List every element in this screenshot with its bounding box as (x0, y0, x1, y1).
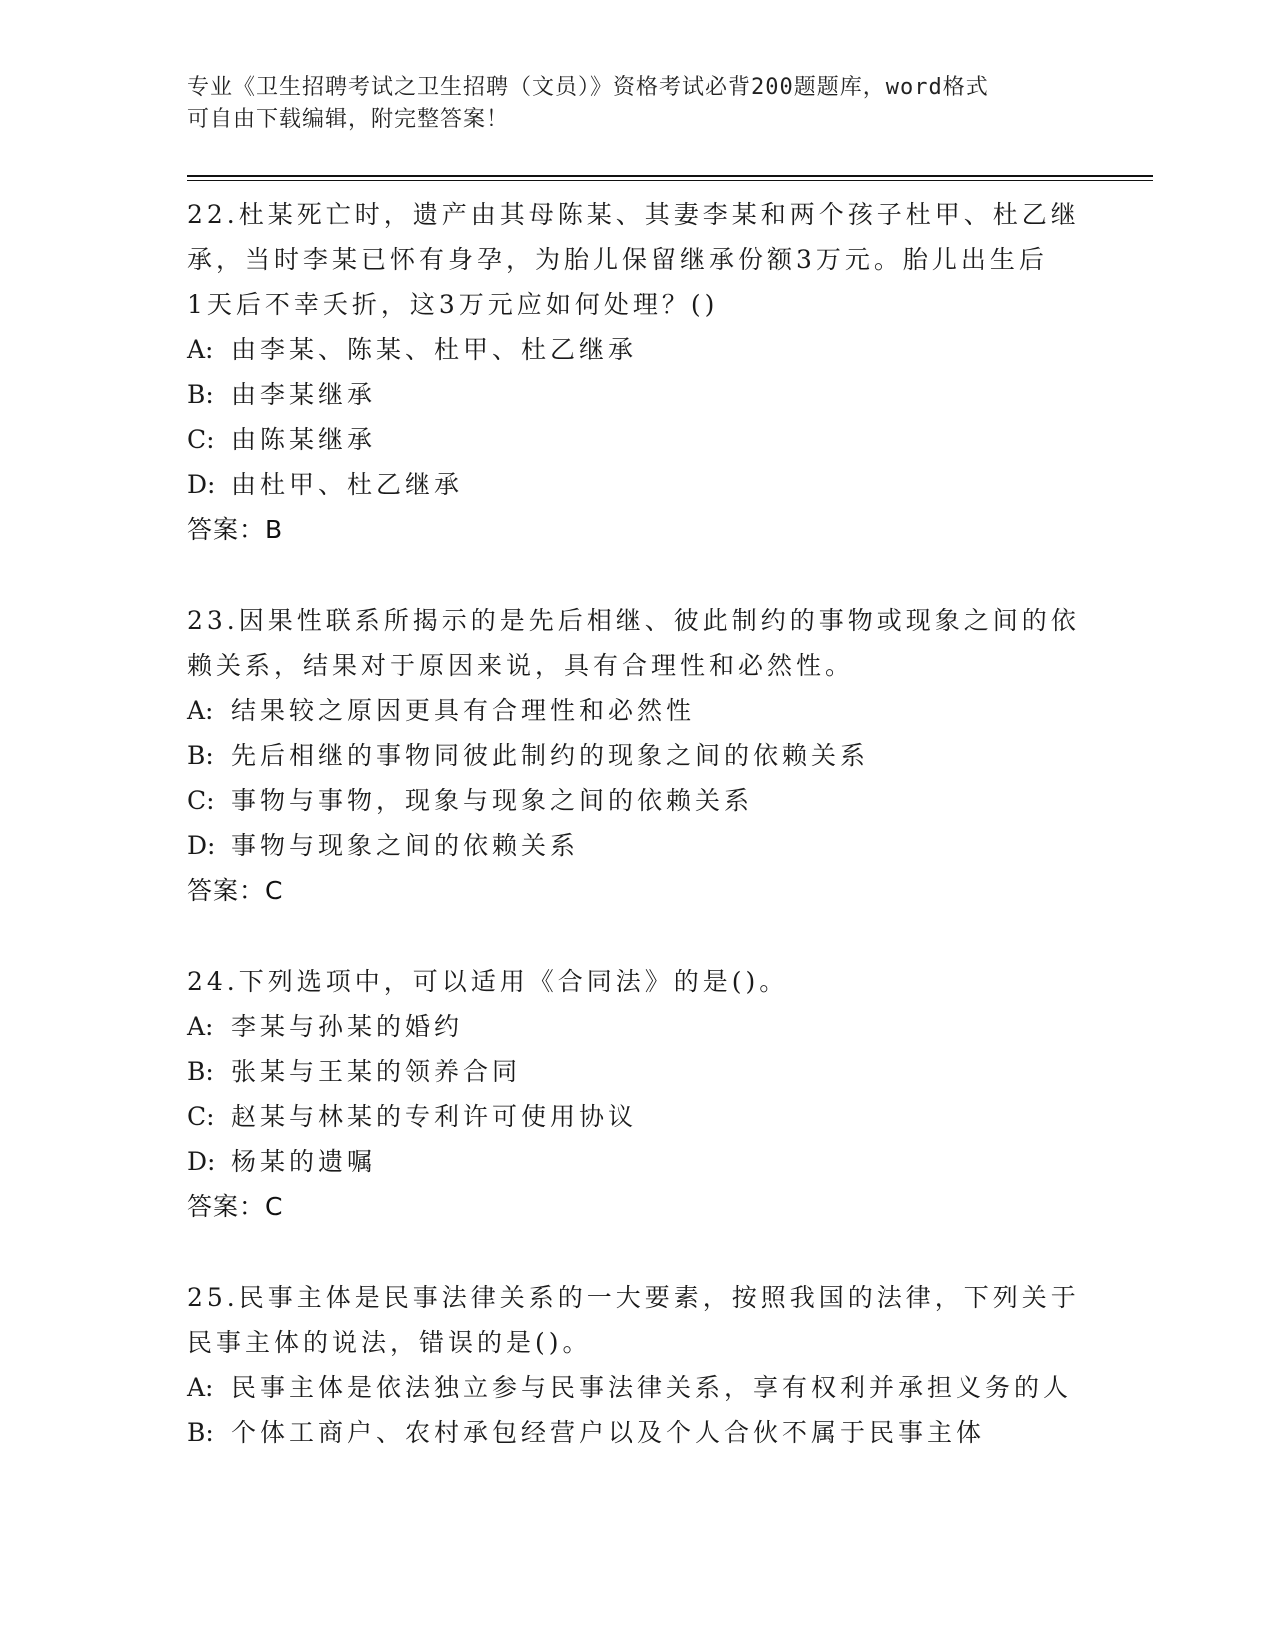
option-b (187, 1049, 1087, 1094)
option-b (187, 1410, 1087, 1455)
option-text: 由杜甲、杜乙继承 (231, 470, 464, 499)
option-text: 李某与孙某的婚约 (231, 1012, 464, 1041)
option-text: 张某与王某的领养合同 (231, 1057, 522, 1086)
option-c (187, 417, 1087, 462)
question-text-line: 承，当时李某已怀有身孕，为胎儿保留继承份额3万元。胎儿出生后 (187, 245, 1048, 274)
question-text-line: 民事主体的说法，错误的是()。 (187, 1328, 592, 1357)
option-b (187, 733, 1087, 778)
question-text-line: 25.民事主体是民事法律关系的一大要素，按照我国的法律，下列关于 (187, 1283, 1080, 1312)
option-d (187, 1139, 1087, 1184)
option-a (187, 688, 1087, 733)
option-key: B: (187, 1418, 214, 1447)
option-text: 事物与事物，现象与现象之间的依赖关系 (231, 786, 754, 815)
option-text: 先后相继的事物同彼此制约的现象之间的依赖关系 (231, 741, 870, 770)
question-24 (187, 959, 1087, 1229)
option-key: C: (187, 1102, 215, 1131)
option-a (187, 327, 1087, 372)
option-key: C: (187, 425, 215, 454)
option-key: C: (187, 786, 215, 815)
header-line-1: 专业《卫生招聘考试之卫生招聘（文员）》资格考试必背200题题库，word格式 (187, 75, 989, 100)
document-header (187, 72, 1067, 136)
option-key: D: (187, 831, 216, 860)
option-c (187, 1094, 1087, 1139)
option-text: 由李某继承 (231, 380, 377, 409)
option-key: B: (187, 380, 214, 409)
question-23 (187, 598, 1087, 913)
answer-line: 答案：C (187, 876, 284, 905)
answer-line: 答案：B (187, 515, 284, 544)
option-text: 杨某的遗嘱 (231, 1147, 377, 1176)
question-22 (187, 192, 1087, 552)
header-rule-thin (187, 180, 1153, 181)
option-key: A: (187, 696, 214, 725)
option-key: B: (187, 741, 214, 770)
question-text-line: 22.杜某死亡时，遗产由其母陈某、其妻李某和两个孩子杜甲、杜乙继 (187, 200, 1080, 229)
question-text-line: 1天后不幸夭折，这3万元应如何处理？() (187, 290, 719, 319)
question-text-line: 23.因果性联系所揭示的是先后相继、彼此制约的事物或现象之间的依 (187, 606, 1080, 635)
option-text: 由陈某继承 (231, 425, 377, 454)
question-25 (187, 1275, 1087, 1455)
option-key: D: (187, 470, 216, 499)
option-text: 赵某与林某的专利许可使用协议 (231, 1102, 638, 1131)
header-rule-thick (187, 175, 1153, 177)
option-key: B: (187, 1057, 214, 1086)
option-text: 结果较之原因更具有合理性和必然性 (231, 696, 696, 725)
option-key: D: (187, 1147, 216, 1176)
option-text: 民事主体是依法独立参与民事法律关系，享有权利并承担义务的人 (231, 1373, 1073, 1402)
option-d (187, 462, 1087, 507)
option-c (187, 778, 1087, 823)
answer-line: 答案：C (187, 1192, 284, 1221)
option-text: 由李某、陈某、杜甲、杜乙继承 (231, 335, 638, 364)
option-text: 事物与现象之间的依赖关系 (231, 831, 580, 860)
option-a (187, 1004, 1087, 1049)
option-b (187, 372, 1087, 417)
header-line-2: 可自由下载编辑，附完整答案！ (187, 107, 510, 132)
option-key: A: (187, 1012, 214, 1041)
option-a (187, 1365, 1087, 1410)
option-key: A: (187, 335, 214, 364)
question-list (187, 192, 1087, 1501)
question-text-line: 赖关系，结果对于原因来说，具有合理性和必然性。 (187, 651, 855, 680)
option-text: 个体工商户、农村承包经营户以及个人合伙不属于民事主体 (231, 1418, 986, 1447)
question-text-line: 24.下列选项中，可以适用《合同法》的是()。 (187, 967, 789, 996)
option-d (187, 823, 1087, 868)
option-key: A: (187, 1373, 214, 1402)
